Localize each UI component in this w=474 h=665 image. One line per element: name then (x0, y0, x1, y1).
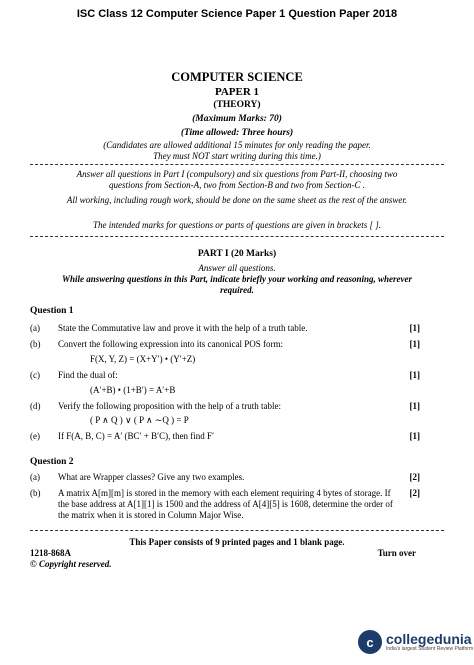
q1c-text: Find the dual of: (58, 370, 118, 380)
divider (30, 236, 444, 237)
candidates-note (0, 140, 474, 162)
q1b-text: Convert the following expression into its canonical POS form: (58, 339, 283, 349)
q2a-text: What are Wrapper classes? Give any two examples. (58, 472, 245, 482)
divider (30, 530, 444, 531)
paper-theory: (THEORY) (213, 100, 261, 110)
q1d-formula: ( P ∧ Q ) ∨ ( P ∧ ∼Q ) = P (90, 415, 189, 425)
maximum-marks: (Maximum Marks: 70) (192, 114, 282, 124)
divider (30, 164, 444, 165)
q1d-label: (d) (30, 401, 41, 411)
candidates-note-line-2: They must NOT start writing during this time.) (153, 151, 321, 161)
collegedunia-watermark (358, 630, 473, 654)
q2a-label: (a) (30, 472, 40, 482)
q1c-marks: [1] (409, 370, 420, 380)
q1e-text: If F(A, B, C) = A′ (BC′ + B′C), then find F′ (58, 431, 215, 441)
watermark-name: collegedunia (386, 630, 472, 647)
graduation-cap-icon: c (358, 630, 382, 654)
q1d-marks: [1] (409, 401, 420, 411)
q1a-label: (a) (30, 323, 40, 333)
instruction-3: The intended marks for questions or parts of questions are given in brackets [ ]. (93, 220, 381, 230)
q2b-label: (b) (30, 488, 41, 498)
question-1-title: Question 1 (30, 306, 74, 316)
watermark-tagline: India's largest Student Review Platform (386, 645, 474, 652)
q1b-formula: F(X, Y, Z) = (X+Y′) • (Y′+Z) (90, 354, 196, 364)
q1e-label: (e) (30, 431, 40, 441)
instruction-1: Answer all questions in Part I (compulsory) and six questions from Part-II, choosing two questions from Section-A, two from Section-B and two from Section-C . (76, 169, 398, 190)
question-2-title: Question 2 (30, 457, 74, 467)
paper-title: COMPUTER SCIENCE (171, 70, 303, 84)
q1b-label: (b) (30, 339, 41, 349)
q2b-marks: [2] (409, 488, 420, 498)
q1d-text: Verify the following proposition with the help of a truth table: (58, 401, 281, 411)
candidates-note-line-1: (Candidates are allowed additional 15 minutes for only reading the paper. (103, 140, 371, 150)
watermark-text (386, 632, 473, 653)
turn-over: Turn over (377, 548, 416, 558)
part-1-subtitle: Answer all questions. (198, 263, 276, 273)
part-1-title: PART I (20 Marks) (197, 249, 277, 259)
page-top-title: ISC Class 12 Computer Science Paper 1 Question Paper 2018 (76, 8, 398, 20)
page-count-note: This Paper consists of 9 printed pages and 1 blank page. (129, 537, 345, 547)
copyright: © Copyright reserved. (30, 559, 112, 569)
q1a-marks: [1] (409, 323, 420, 333)
q1b-marks: [1] (409, 339, 420, 349)
q1e-marks: [1] (409, 431, 420, 441)
q2b-text: A matrix A[m][m] is stored in the memory with each element requiring 4 bytes of storage. If the base address at A[1][1] is 1500 and the address of A[4][5] is 1608, determine the order of the matrix when it is stored in Column Major Wise. (58, 488, 393, 520)
q1c-formula: (A′+B) • (1+B′) = A′+B (90, 385, 176, 395)
part-1-note: While answering questions in this Part, indicate briefly your working and reasoning, wherever required. (61, 274, 413, 295)
instruction-2: All working, including rough work, should be done on the same sheet as the rest of the answer. (66, 195, 408, 205)
paper-number: PAPER 1 (214, 86, 260, 98)
time-allowed: (Time allowed: Three hours) (180, 128, 294, 138)
paper-code: 1218-868A (30, 548, 71, 558)
q1a-text: State the Commutative law and prove it with the help of a truth table. (58, 323, 308, 333)
q1c-label: (c) (30, 370, 40, 380)
q2a-marks: [2] (409, 472, 420, 482)
